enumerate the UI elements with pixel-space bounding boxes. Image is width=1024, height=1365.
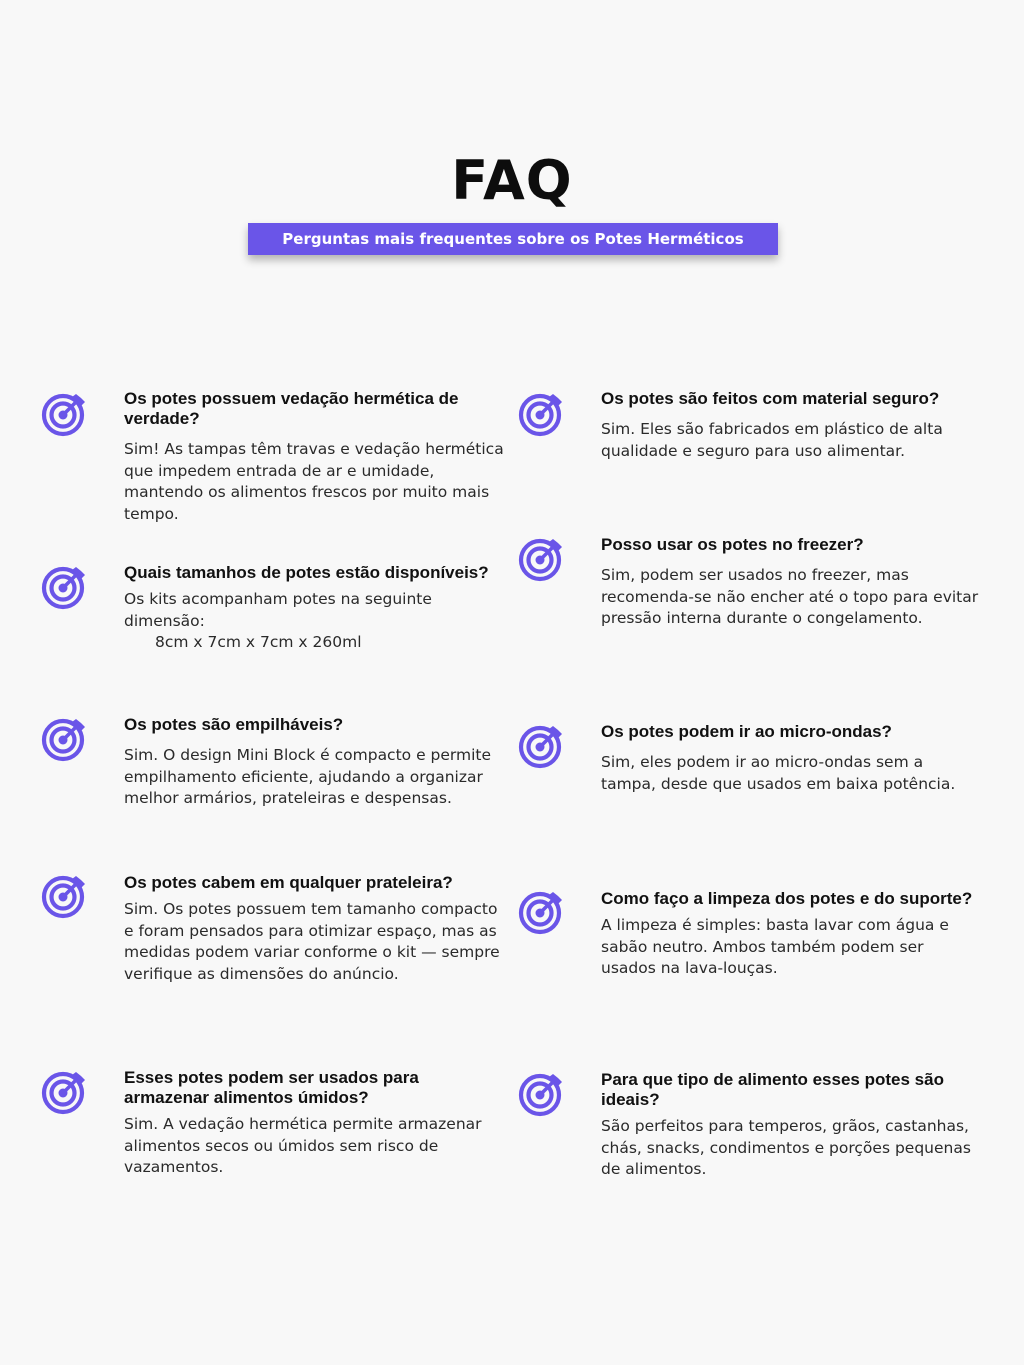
faq-question: Os potes podem ir ao micro-ondas?	[601, 722, 892, 741]
faq-answer: São perfeitos para temperos, grãos, castanhas, chás, snacks, condimentos e porções pequenas de alimentos.	[601, 1117, 971, 1178]
target-icon	[518, 723, 564, 769]
faq-answer: A limpeza é simples: basta lavar com água e sabão neutro. Ambos também podem ser usados na lava-louças.	[601, 916, 949, 977]
faq-answer-text: Os kits acompanham potes na seguinte dimensão:	[124, 590, 432, 630]
faq-item	[124, 873, 504, 985]
target-icon	[518, 536, 564, 582]
faq-item	[601, 535, 981, 630]
faq-answer: Sim. Eles são fabricados em plástico de alta qualidade e seguro para uso alimentar.	[601, 420, 943, 460]
faq-question: Posso usar os potes no freezer?	[601, 535, 864, 554]
faq-answer: Sim. O design Mini Block é compacto e permite empilhamento eficiente, ajudando a organizar melhor armários, prateleiras e despensas.	[124, 746, 492, 807]
faq-answer: Sim, podem ser usados no freezer, mas recomenda-se não encher até o topo para evitar pressão interna durante o congelamento.	[601, 566, 979, 627]
faq-item	[601, 722, 981, 795]
faq-answer: Sim! As tampas têm travas e vedação hermética que impedem entrada de ar e umidade, mantendo os alimentos frescos por muito mais tempo.	[124, 440, 504, 523]
target-icon	[518, 391, 564, 437]
faq-question: Quais tamanhos de potes estão disponíveis?	[124, 563, 489, 582]
target-icon	[41, 716, 87, 762]
faq-question: Os potes possuem vedação hermética de verdade?	[124, 389, 459, 428]
faq-question: Os potes cabem em qualquer prateleira?	[124, 873, 453, 892]
target-icon	[41, 391, 87, 437]
target-icon	[518, 889, 564, 935]
subtitle-banner: Perguntas mais frequentes sobre os Potes Herméticos	[248, 223, 778, 255]
faq-item	[124, 1068, 504, 1179]
faq-question: Como faço a limpeza dos potes e do suporte?	[601, 889, 973, 908]
target-icon	[41, 1069, 87, 1115]
faq-question: Para que tipo de alimento esses potes são ideais?	[601, 1070, 944, 1109]
faq-question: Esses potes podem ser usados para armazenar alimentos úmidos?	[124, 1068, 419, 1107]
page-title: FAQ	[451, 149, 573, 212]
faq-answer: Sim, eles podem ir ao micro-ondas sem a tampa, desde que usados em baixa potência.	[601, 753, 956, 793]
faq-item	[601, 889, 981, 980]
faq-answer-dimensions: 8cm x 7cm x 7cm x 260ml	[155, 633, 362, 651]
faq-item	[601, 389, 981, 462]
faq-item	[124, 563, 504, 654]
faq-answer: Sim. A vedação hermética permite armazenar alimentos secos ou úmidos sem risco de vazamentos.	[124, 1115, 482, 1176]
faq-answer	[124, 589, 504, 654]
faq-question: Os potes são feitos com material seguro?	[601, 389, 940, 408]
faq-answer: Sim. Os potes possuem tem tamanho compacto e foram pensados para otimizar espaço, mas as medidas podem variar conforme o kit — sempre verifique as dimensões do anúncio.	[124, 900, 500, 983]
faq-item	[124, 389, 504, 525]
faq-question: Os potes são empilháveis?	[124, 715, 344, 734]
target-icon	[41, 873, 87, 919]
target-icon	[41, 564, 87, 610]
faq-item	[601, 1070, 981, 1181]
target-icon	[518, 1071, 564, 1117]
faq-item	[124, 715, 504, 810]
